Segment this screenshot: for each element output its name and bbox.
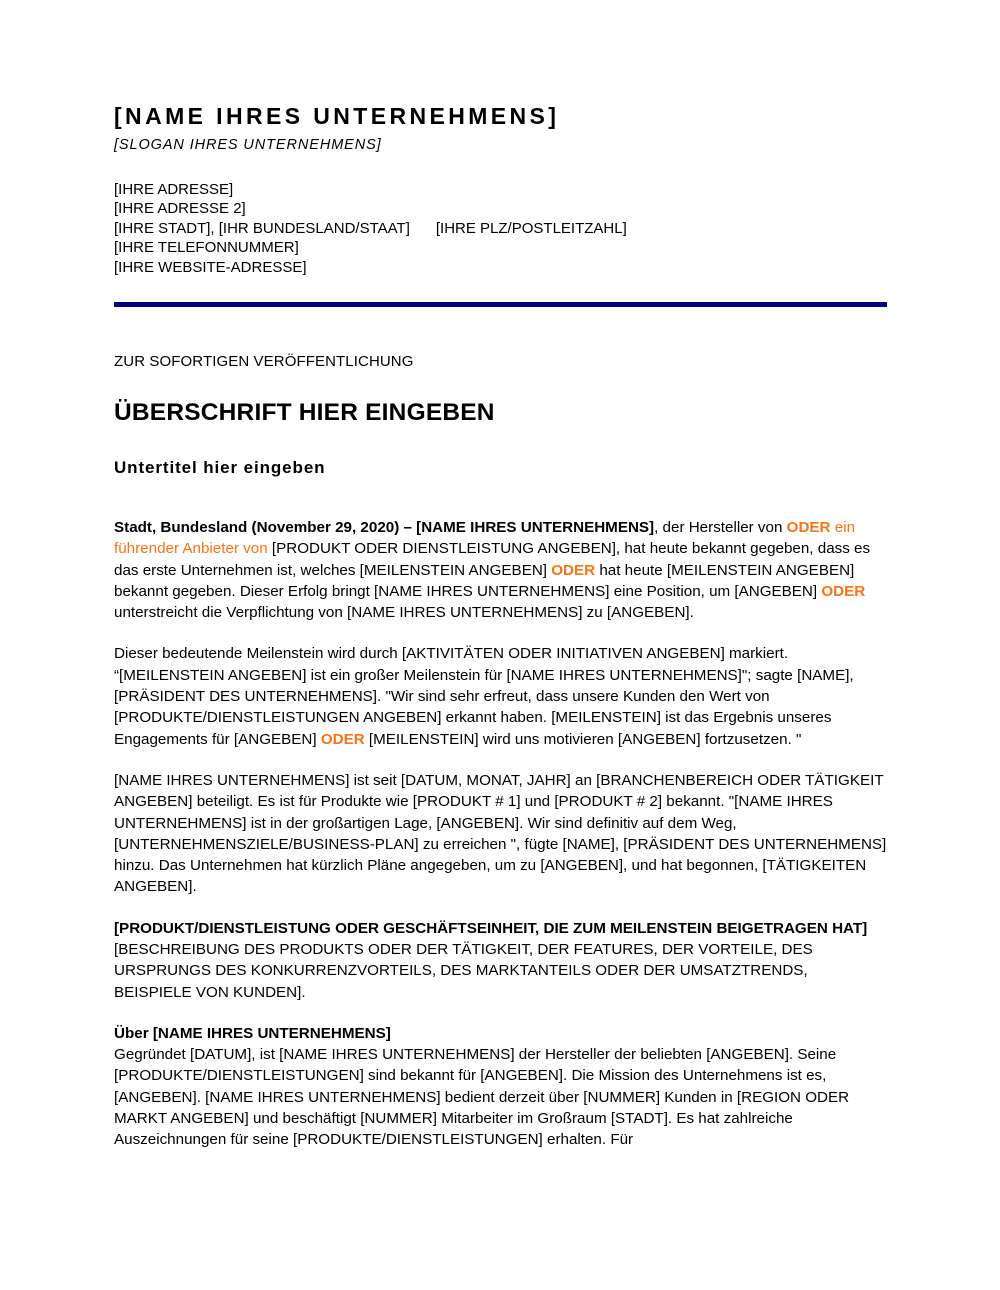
paragraph-5-text: Gegründet [DATUM], ist [NAME IHRES UNTERNEHMENS] der Hersteller der beliebten [ANGEBEN]. Seine [PRODUKTE/DIENSTLEISTUNGEN] sind bekannt für [ANGEBEN]. Die Mission des Unternehmens ist es, [ANGEBEN]. [NAME IHRES UNTERNEHMENS] bedient derzeit über [NUMMER] Kunden in [REGION ODER MARKT ANGEBEN] und beschäftigt [NUMMER] Mitarbeiter im Großraum [STADT]. Es hat zahlreiche Auszeichnungen für seine [PRODUKTE/DIENSTLEISTUNGEN] erhalten. Für (114, 1046, 850, 1149)
company-name: [NAME IHRES UNTERNEHMENS] (114, 103, 560, 129)
paragraph-4-text: [BESCHREIBUNG DES PRODUKTS ODER DER TÄTIGKEIT, DER FEATURES, DER VORTEILE, DES URSPRUNGS DES KONKURRENZVORTEILS, DES MARKTANTEILS ODER DER UMSATZTRENDS, BEISPIELE VON KUNDEN]. (114, 940, 813, 1001)
company-slogan: [SLOGAN IHRES UNTERNEHMENS] (114, 136, 382, 153)
paragraph-2-seg-b: [MEILENSTEIN] wird uns motivieren [ANGEBEN] fortzusetzen. " (364, 730, 802, 748)
release-notice: ZUR SOFORTIGEN VERÖFFENTLICHUNG (114, 353, 414, 371)
address-city-state: [IHRE STADT], [IHR BUNDESLAND/STAAT] (114, 219, 410, 237)
accent-phrase: ein führender Anbieter von (114, 518, 856, 558)
document-content (114, 104, 889, 1151)
page-subtitle: Untertitel hier eingeben (114, 457, 326, 477)
section-heading-product: [PRODUKT/DIENSTLEISTUNG ODER GESCHÄFTSEINHEIT, DIE ZUM MEILENSTEIN BEIGETRAGEN HAT] (114, 919, 868, 937)
address-block (114, 180, 889, 278)
address-postal: [IHRE PLZ/POSTLEITZAHL] (435, 219, 627, 237)
paragraph-1-seg-c: [PRODUKT ODER DIENSTLEISTUNG ANGEBEN], hat heute bekannt gegeben, dass es das erste Unternehmen ist, welches [MEILENSTEIN ANGEBEN] (114, 540, 871, 579)
address-line-1: [IHRE ADRESSE] (114, 180, 234, 198)
oder-accent: ODER (821, 582, 866, 600)
section-heading-about-company: [NAME IHRES UNTERNEHMENS] (152, 1024, 391, 1042)
paragraph-2 (114, 643, 889, 749)
paragraph-1-seg-e: unterstreicht die Verpflichtung von [NAME IHRES UNTERNEHMENS] zu [ANGEBEN]. (114, 604, 694, 622)
paragraph-4 (114, 918, 889, 1003)
body-content (114, 517, 889, 1151)
address-line-2: [IHRE ADRESSE 2] (114, 200, 246, 218)
paragraph-2-seg-a: Dieser bedeutende Meilenstein wird durch [AKTIVITÄTEN ODER INITIATIVEN ANGEBEN] markiert. “[MEILENSTEIN ANGEBEN] ist ein großer Meilenstein für [NAME IHRES UNTERNEHMENS]"; sagte [NAME], [PRÄSIDENT DES UNTERNEHMENS]. "Wir sind sehr erfreut, dass unsere Kunden den Wert von [PRODUKTE/DIENSTLEISTUNGEN ANGEBEN] erkannt haben. [MEILENSTEIN] ist das Ergebnis unseres Engagements für [ANGEBEN] (114, 645, 854, 748)
letterhead (114, 104, 889, 277)
oder-accent: ODER (551, 561, 596, 579)
address-city-state-postal (114, 219, 889, 239)
paragraph-1-seg-d: hat heute [MEILENSTEIN ANGEBEN] bekannt gegeben. Dieser Erfolg bringt [NAME IHRES UNTERNEHMENS] eine Position, um [ANGEBEN] (114, 561, 855, 600)
header-divider-rule (114, 302, 887, 307)
paragraph-1-dateline: Stadt, Bundesland (November 29, 2020) – [NAME IHRES UNTERNEHMENS] (114, 518, 655, 536)
page-title: ÜBERSCHRIFT HIER EINGEBEN (114, 399, 495, 427)
address-phone: [IHRE TELEFONNUMMER] (114, 239, 299, 257)
paragraph-5 (114, 1023, 889, 1151)
address-website: [IHRE WEBSITE-ADRESSE] (114, 258, 307, 276)
oder-accent: ODER (786, 518, 831, 536)
paragraph-3: [NAME IHRES UNTERNEHMENS] ist seit [DATUM, MONAT, JAHR] an [BRANCHENBEREICH ODER TÄTIGKEIT ANGEBEN] beteiligt. Es ist für Produkte wie [PRODUKT # 1] und [PRODUKT # 2] bekannt. "[NAME IHRES UNTERNEHMENS] ist in der großartigen Lage, [ANGEBEN]. Wir sind definitiv auf dem Weg, [UNTERNEHMENSZIELE/BUSINESS-PLAN] zu erreichen ", fügte [NAME], [PRÄSIDENT DES UNTERNEHMENS] hinzu. Das Unternehmen hat kürzlich Pläne angegeben, um zu [ANGEBEN], und hat begonnen, [TÄTIGKEITEN ANGEBEN]. (114, 771, 887, 896)
oder-accent: ODER (320, 730, 365, 748)
section-heading-about-prefix: Über (114, 1024, 153, 1042)
paragraph-1 (114, 517, 889, 623)
paragraph-1-seg-a: , der Hersteller von (654, 518, 787, 536)
